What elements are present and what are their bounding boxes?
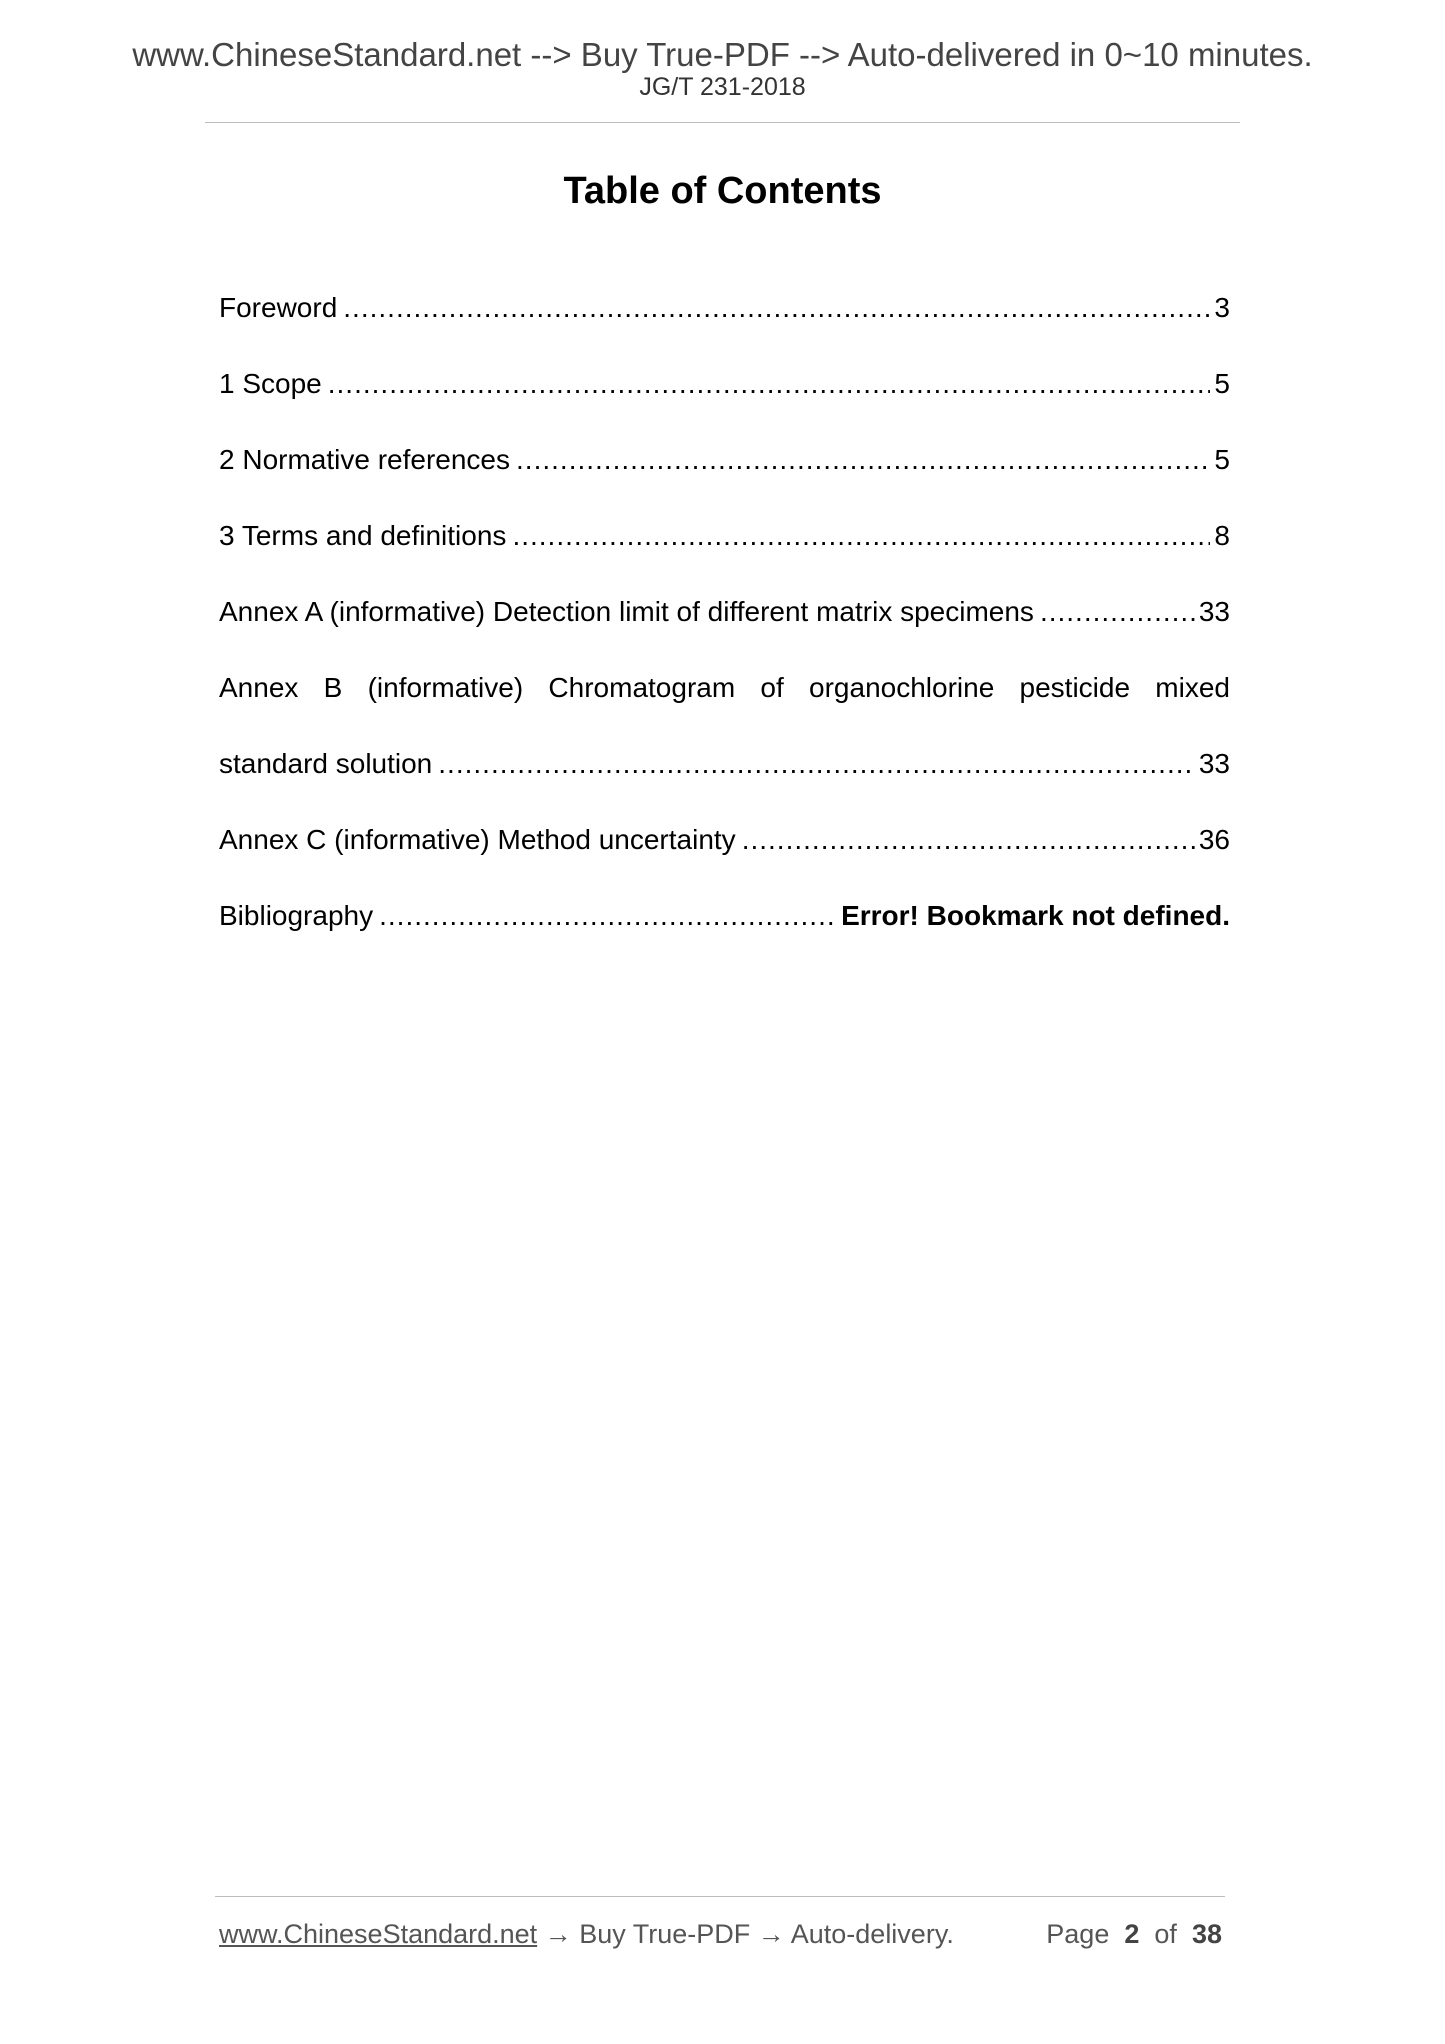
toc-dot-leader xyxy=(516,442,1210,478)
toc-entry-page: 3 xyxy=(1214,292,1230,323)
footer-divider xyxy=(215,1896,1225,1897)
site-banner: www.ChineseStandard.net --> Buy True-PDF --> Auto-delivered in 0~10 minutes. xyxy=(132,36,1313,73)
page-total: 38 xyxy=(1191,1919,1222,1949)
page-title: Table of Contents xyxy=(563,170,882,212)
toc-entry-page: 8 xyxy=(1214,520,1230,551)
toc-entry-label-line1: Annex B (informative) Chromatogram of organochlorine pesticide mixed xyxy=(219,672,1230,703)
toc-entry-label: 1 Scope xyxy=(219,368,322,399)
toc-dot-leader xyxy=(512,518,1210,554)
toc-entry-page: 33 xyxy=(1198,748,1230,779)
toc-entry-page-error: Error! Bookmark not defined. xyxy=(841,900,1230,931)
page-of: of xyxy=(1154,1919,1177,1949)
toc-entry-terms-and-definitions[interactable] xyxy=(219,518,1230,594)
toc-entry-page: 33 xyxy=(1198,596,1230,627)
header-divider xyxy=(205,122,1240,123)
toc-entry-label: 2 Normative references xyxy=(219,444,511,475)
toc-entry-normative-references[interactable] xyxy=(219,442,1230,518)
toc-dot-leader xyxy=(379,898,837,934)
toc-entry-page: 5 xyxy=(1214,368,1230,399)
page-current: 2 xyxy=(1124,1919,1140,1949)
toc-dot-leader xyxy=(328,366,1211,402)
page-word: Page xyxy=(1046,1919,1110,1949)
toc-entry-label-line2: standard solution xyxy=(219,748,433,779)
toc-entry-label: Annex C (informative) Method uncertainty xyxy=(219,824,736,855)
toc-entry-foreword[interactable] xyxy=(219,290,1230,366)
toc-entry-annex-c[interactable] xyxy=(219,822,1230,898)
toc-dot-leader xyxy=(1040,594,1195,630)
toc-dot-leader xyxy=(742,822,1195,858)
page-footer xyxy=(219,1918,1222,1950)
toc-entry-annex-a[interactable] xyxy=(219,594,1230,670)
toc-dot-leader xyxy=(343,290,1210,326)
page-number xyxy=(1046,1918,1222,1950)
toc-dot-leader xyxy=(438,746,1195,782)
toc-entry-label: Bibliography xyxy=(219,900,374,931)
document-code: JG/T 231-2018 xyxy=(639,73,806,101)
footer-left xyxy=(219,1918,954,1950)
table-of-contents xyxy=(219,290,1230,974)
toc-entry-bibliography[interactable] xyxy=(219,898,1230,974)
toc-entry-line2 xyxy=(219,746,1230,822)
toc-entry-scope[interactable] xyxy=(219,366,1230,442)
footer-tagline: → Buy True-PDF → Auto-delivery. xyxy=(537,1919,954,1949)
toc-entry-page: 36 xyxy=(1198,824,1230,855)
toc-entry-label: Foreword xyxy=(219,292,338,323)
footer-site-link[interactable]: www.ChineseStandard.net xyxy=(219,1919,538,1949)
toc-entry-page: 5 xyxy=(1214,444,1230,475)
toc-entry-label: Annex A (informative) Detection limit of different matrix specimens xyxy=(219,596,1034,627)
toc-entry-label: 3 Terms and definitions xyxy=(219,520,507,551)
toc-entry-annex-b[interactable] xyxy=(219,670,1230,822)
